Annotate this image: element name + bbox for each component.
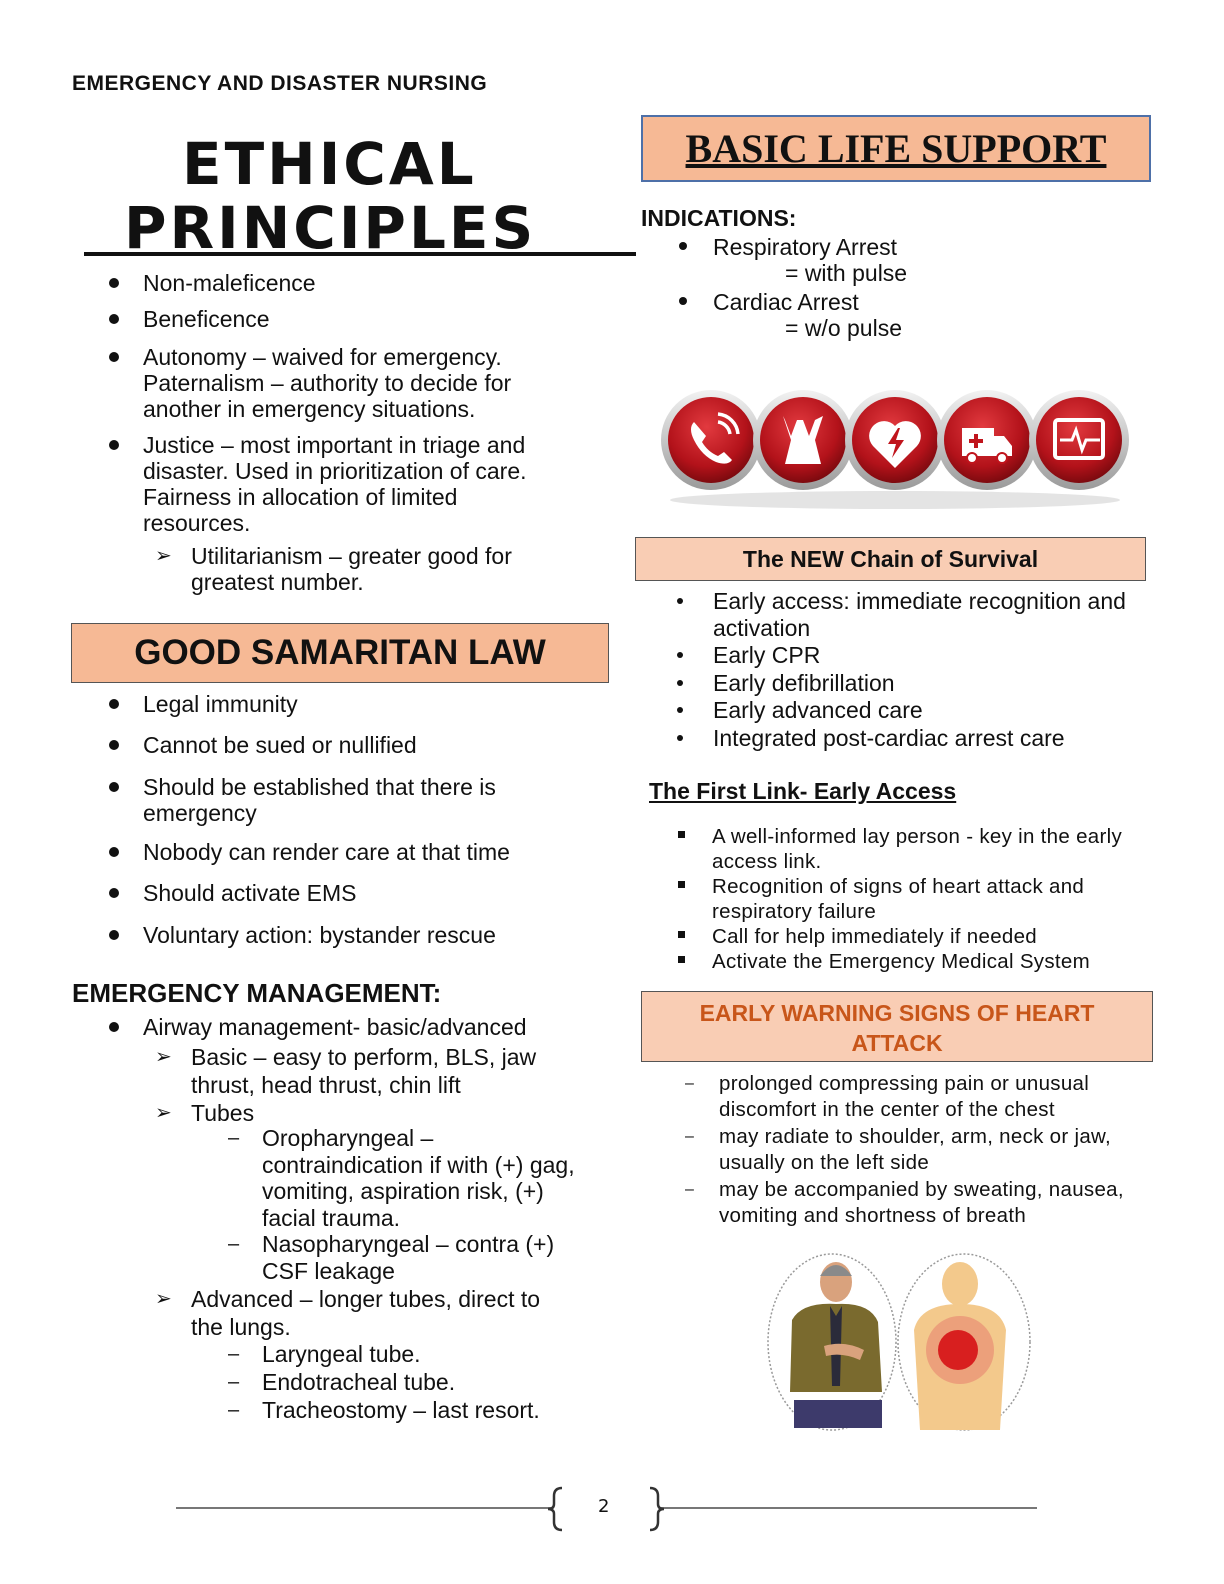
list-item: Early advanced care — [713, 697, 1153, 725]
bullet-icon — [109, 847, 119, 857]
monitor-icon — [1029, 390, 1129, 490]
left-brace-icon — [546, 1486, 566, 1532]
square-bullet-icon — [678, 881, 685, 888]
list-item: Non-maleficence — [143, 270, 563, 296]
list-item: – Nasopharyngeal – contra (+) CSF leakage — [228, 1231, 555, 1284]
dash-bullet-icon: – — [685, 1128, 695, 1145]
list-item: Respiratory Arrest — [713, 234, 1013, 260]
list-item: – Tracheostomy – last resort. — [228, 1397, 540, 1423]
emergency-management-heading: EMERGENCY MANAGEMENT: — [72, 978, 442, 1008]
arrow-bullet-icon: ➢ — [155, 1102, 172, 1124]
indications-heading: INDICATIONS: — [641, 205, 797, 231]
em-advanced-sublist — [228, 1340, 582, 1424]
ambulance-icon — [937, 390, 1037, 490]
ethical-title-line1: ETHICAL — [182, 130, 477, 198]
list-item: – Laryngeal tube. — [228, 1341, 421, 1367]
bullet-icon — [109, 278, 119, 288]
bullet-icon — [109, 352, 119, 362]
list-item: Cannot be sued or nullified — [143, 732, 563, 758]
list-item: Recognition of signs of heart attack and respiratory failure — [712, 874, 1152, 924]
list-item: Should be established that there is emergency — [143, 774, 563, 826]
chain-list — [713, 588, 1153, 752]
document-header: EMERGENCY AND DISASTER NURSING — [72, 72, 488, 95]
list-item: Integrated post-cardiac arrest care — [713, 725, 1153, 753]
right-brace-icon — [646, 1486, 666, 1532]
phone-icon — [661, 390, 761, 490]
list-item: ➢ Tubes — [155, 1100, 255, 1126]
warning-list — [685, 1071, 1149, 1229]
bullet-icon — [109, 440, 119, 450]
list-item: Cardiac Arrest — [713, 289, 1013, 315]
list-item: – may be accompanied by sweating, nausea, vomiting and shortness of breath — [685, 1178, 1124, 1227]
list-item: ➢ Basic – easy to perform, BLS, jaw thrust, head thrust, chin lift — [155, 1044, 537, 1098]
bls-icon-row — [656, 388, 1134, 516]
list-item: ➢ Utilitarianism – greater good for greatest number. — [155, 543, 512, 595]
bullet-icon — [109, 314, 119, 324]
dash-bullet-icon: – — [228, 1343, 240, 1365]
list-item: ➢ Advanced – longer tubes, direct to the lungs. — [155, 1286, 541, 1340]
list-item: Early CPR — [713, 642, 1153, 670]
heart-bolt-icon — [845, 390, 945, 490]
early-warning-title-line2: ATTACK — [851, 1030, 943, 1056]
dash-bullet-icon: – — [228, 1127, 240, 1149]
dash-bullet-icon: – — [685, 1075, 695, 1092]
em-basic-list — [155, 1043, 561, 1127]
ethical-title-line2: PRINCIPLES — [124, 194, 537, 262]
bullet-icon — [109, 1022, 119, 1032]
dash-bullet-icon: – — [228, 1233, 240, 1255]
list-item: Activate the Emergency Medical System — [712, 949, 1152, 974]
chain-of-survival-heading: The NEW Chain of Survival — [635, 537, 1146, 581]
em-tubes-list — [228, 1125, 582, 1284]
bullet-icon — [109, 740, 119, 750]
first-link-heading: The First Link- Early Access — [649, 778, 957, 804]
bullet-icon — [677, 680, 683, 686]
list-item: Legal immunity — [143, 691, 563, 717]
square-bullet-icon — [678, 831, 685, 838]
em-list — [143, 1014, 563, 1040]
good-samaritan-list — [143, 691, 563, 948]
square-bullet-icon — [678, 956, 685, 963]
indication-note: = with pulse — [785, 260, 908, 286]
early-warning-title-line1: EARLY WARNING SIGNS OF HEART — [699, 1000, 1095, 1026]
footer-line-left — [176, 1507, 552, 1509]
list-item: – prolonged compressing pain or unusual discomfort in the center of the chest — [685, 1072, 1090, 1121]
ethical-list — [143, 270, 563, 536]
em-advanced-list — [155, 1285, 561, 1341]
bullet-icon — [677, 735, 683, 741]
arrow-bullet-icon: ➢ — [155, 1046, 172, 1068]
list-item: – Endotracheal tube. — [228, 1369, 456, 1395]
list-item: Nobody can render care at that time — [143, 839, 563, 865]
hands-icon — [753, 390, 853, 490]
bullet-icon — [677, 598, 683, 604]
footer-line-right — [660, 1507, 1037, 1509]
square-bullet-icon — [678, 931, 685, 938]
bullet-icon — [677, 652, 683, 658]
bullet-icon — [109, 782, 119, 792]
list-item: Autonomy – waived for emergency. Paternalism – authority to decide for another in emergency situations. — [143, 344, 563, 422]
bls-heading: BASIC LIFE SUPPORT — [641, 115, 1151, 182]
list-item: Early access: immediate recognition and activation — [713, 588, 1153, 642]
ethical-principles-heading — [84, 126, 636, 262]
bullet-icon — [679, 242, 687, 250]
good-samaritan-heading: GOOD SAMARITAN LAW — [71, 623, 609, 683]
arrow-bullet-icon: ➢ — [155, 545, 172, 567]
list-item: A well-informed lay person - key in the early access link. — [712, 824, 1152, 874]
page-number: 2 — [598, 1496, 610, 1517]
early-warning-heading — [641, 991, 1153, 1062]
indication-note: = w/o pulse — [785, 315, 902, 341]
indications-list — [713, 234, 1013, 341]
bullet-icon — [679, 297, 687, 305]
heart-attack-illustration — [764, 1250, 1036, 1434]
dash-bullet-icon: – — [228, 1371, 240, 1393]
list-item: Beneficence — [143, 306, 563, 332]
bullet-icon — [109, 930, 119, 940]
dash-bullet-icon: – — [228, 1399, 240, 1421]
first-link-list — [712, 824, 1152, 974]
list-item: Airway management- basic/advanced — [143, 1014, 563, 1040]
list-item: Should activate EMS — [143, 880, 563, 906]
bullet-icon — [109, 699, 119, 709]
list-item: – may radiate to shoulder, arm, neck or jaw, usually on the left side — [685, 1125, 1112, 1174]
list-item: Call for help immediately if needed — [712, 924, 1152, 949]
bullet-icon — [109, 888, 119, 898]
list-item: Early defibrillation — [713, 670, 1153, 698]
arrow-bullet-icon: ➢ — [155, 1288, 172, 1310]
bullet-icon — [677, 707, 683, 713]
list-item: Voluntary action: bystander rescue — [143, 922, 563, 948]
ethical-sublist — [155, 543, 551, 595]
list-item: – Oropharyngeal – contraindication if with (+) gag, vomiting, aspiration risk, (+) facial trauma. — [228, 1125, 575, 1231]
list-item: Justice – most important in triage and disaster. Used in prioritization of care. Fairness in allocation of limited resources. — [143, 432, 563, 536]
dash-bullet-icon: – — [685, 1181, 695, 1198]
